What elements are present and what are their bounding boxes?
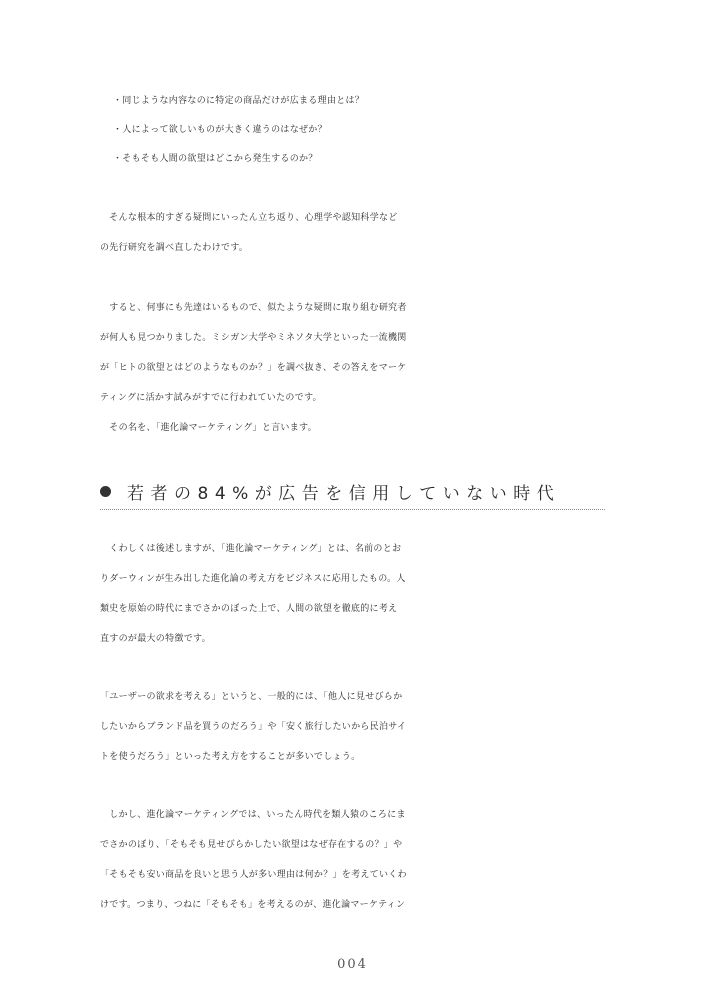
paragraph-line: りダーウィンが生み出した進化論の考え方をビジネスに応用したもの。人 [100, 574, 406, 584]
bullet-dot-icon [100, 486, 111, 497]
paragraph-line: したいからブランド品を買うのだろう」や「安く旅行したいから民泊サイ [100, 722, 407, 732]
paragraph-line: けです。つまり、つねに「そもそも」を考えるのが、進化論マーケティン [100, 900, 406, 910]
paragraph-line: 「そもそも安い商品を良いと思う人が多い理由は何か？」を考えていくわ [100, 870, 407, 880]
paragraph-line: その名を、「進化論マーケティング」と言います。 [100, 423, 317, 433]
paragraph-line: でさかのぼり、「そもそも見せびらかしたい欲望はなぜ存在するの？」や [100, 840, 403, 850]
bullet-item: ・人によって欲しいものが大きく違うのはなぜか？ [113, 125, 327, 135]
paragraph-line: くわしくは後述しますが、「進化論マーケティング」とは、名前のとお [100, 544, 402, 554]
paragraph-line: の先行研究を調べ直したわけです。 [100, 243, 249, 253]
paragraph-line: 類史を原始の時代にまでさかのぼった上で、人間の欲望を徹底的に考え [100, 604, 398, 614]
dotted-divider [100, 509, 605, 510]
paragraph-line: が「ヒトの欲望とはどのようなものか？」を調べ抜き、その答えをマーケ [100, 363, 407, 373]
page-number: 004 [337, 957, 368, 972]
paragraph-line: ティングに活かす試みがすでに行われていたのです。 [100, 393, 322, 403]
section-heading [100, 477, 600, 505]
paragraph-line: すると、何事にも先達はいるもので、似たような疑問に取り組む研究者 [100, 303, 407, 313]
paragraph-line: が何人も見つかりました。ミシガン大学やミネソタ大学といった一流機関 [100, 333, 407, 343]
paragraph-line: そんな根本的すぎる疑問にいったん立ち返り、心理学や認知科学など [100, 213, 398, 223]
paragraph-line: トを使うだろう」といった考え方をすることが多いでしょう。 [100, 752, 361, 762]
paragraph-line: 直すのが最大の特徴です。 [100, 634, 211, 644]
paragraph-line: しかし、進化論マーケティングでは、いったん時代を類人猿のころにま [100, 810, 406, 820]
paragraph-line: 「ユーザーの欲求を考える」というと、一般的には、「他人に見せびらか [100, 692, 403, 702]
section-heading-text: 若者の84%が広告を信用していない時代 [127, 483, 561, 504]
bullet-item: ・そもそも人間の欲望はどこから発生するのか？ [113, 154, 318, 164]
bullet-item: ・同じような内容なのに特定の商品だけが広まる理由とは？ [113, 96, 365, 106]
